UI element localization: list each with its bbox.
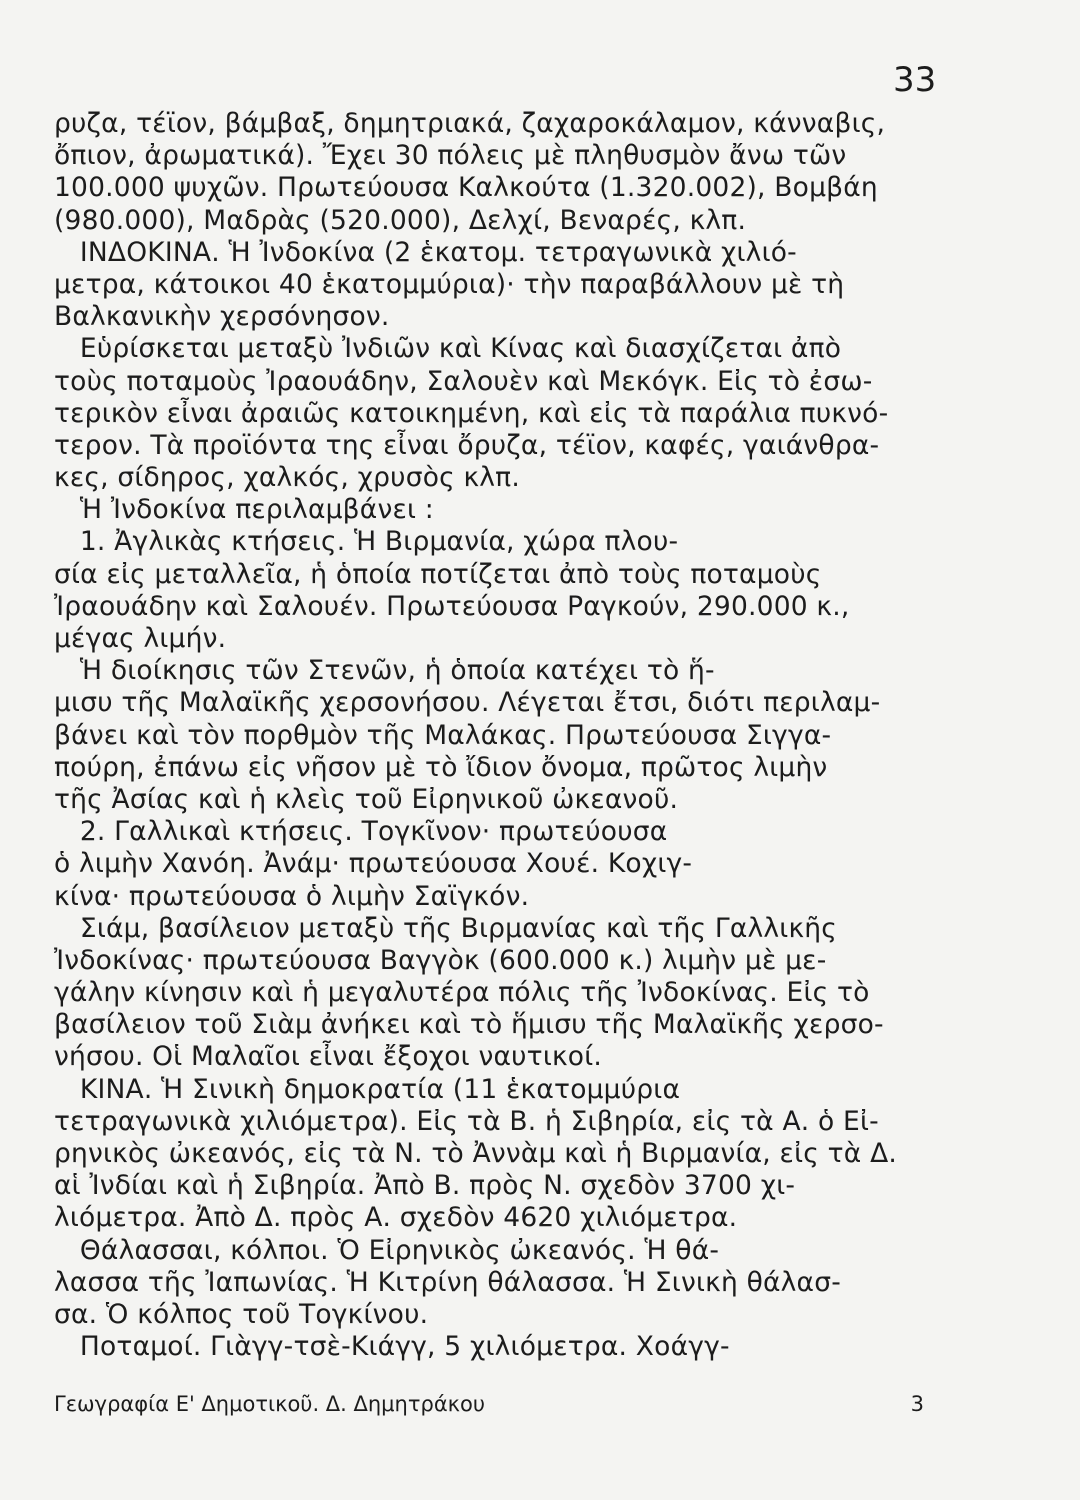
text-line: σία εἰς μεταλλεῖα, ἡ ὁποία ποτίζεται ἀπὸ τοὺς ποταμοὺς <box>54 558 822 590</box>
text-line: 100.000 ψυχῶν. Πρωτεύουσα Καλκούτα (1.320.002), Βομβάη <box>54 172 878 204</box>
text-line: βάνει καὶ τὸν πορθμὸν τῆς Μαλάκας. Πρωτεύουσα Σιγγα- <box>54 719 832 751</box>
text-line: 1. Ἀγλικὰς κτήσεις. Ἡ Βιρμανία, χώρα πλου- <box>54 526 679 558</box>
text-line: βασίλειον τοῦ Σιὰμ ἀνήκει καὶ τὸ ἥμισυ τῆς Μαλαϊκῆς χερσο- <box>54 1009 884 1041</box>
text-line: Σιάμ, βασίλειον μεταξὺ τῆς Βιρμανίας καὶ τῆς Γαλλικῆς <box>54 912 838 944</box>
body-text <box>54 108 954 1363</box>
footer-signature-number: 3 <box>910 1392 924 1416</box>
text-line: Ἡ Ἰνδοκίνα περιλαμβάνει : <box>54 494 434 526</box>
text-line: γάλην κίνησιν καὶ ἡ μεγαλυτέρα πόλις τῆς Ἰνδοκίνας. Εἰς τὸ <box>54 977 870 1009</box>
text-line: Βαλκανικὴν χερσόνησον. <box>54 301 390 333</box>
text-line: Ἰραουάδην καὶ Σαλουέν. Πρωτεύουσα Ραγκούν, 290.000 κ., <box>54 590 850 622</box>
text-line: ρηνικὸς ὠκεανός, εἰς τὰ Ν. τὸ Ἀννὰμ καὶ ἡ Βιρμανία, εἰς τὰ Δ. <box>54 1138 898 1169</box>
text-line: λιόμετρα. Ἀπὸ Δ. πρὸς Α. σχεδὸν 4620 χιλιόμετρα. <box>54 1202 738 1234</box>
text-line: λασσα τῆς Ἰαπωνίας. Ἡ Κιτρίνη θάλασσα. Ἡ Σινικὴ θάλασ- <box>54 1266 841 1298</box>
text-line: κες, σίδηρος, χαλκός, χρυσὸς κλπ. <box>54 462 520 494</box>
text-line: τῆς Ἀσίας καὶ ἡ κλεὶς τοῦ Εἰρηνικοῦ ὠκεανοῦ. <box>54 783 679 815</box>
text-line: σα. Ὁ κόλπος τοῦ Τογκίνου. <box>54 1298 429 1330</box>
text-line: ρυζα, τέϊον, βάμβαξ, δημητριακά, ζαχαροκάλαμον, κάνναβις, <box>54 108 886 139</box>
text-line: μισυ τῆς Μαλαϊκῆς χερσονήσου. Λέγεται ἔτσι, διότι περιλαμ- <box>54 687 881 719</box>
page-footer <box>54 1392 924 1416</box>
text-line: κίνα· πρωτεύουσα ὁ λιμὴν Σαϊγκόν. <box>54 880 530 912</box>
text-line: αἱ Ἰνδίαι καὶ ἡ Σιβηρία. Ἀπὸ Β. πρὸς Ν. σχεδὸν 3700 χι- <box>54 1170 796 1202</box>
text-line: μετρα, κάτοικοι 40 ἑκατομμύρια)· τὴν παραβάλλουν μὲ τὴ <box>54 268 845 300</box>
text-line: (980.000), Μαδρὰς (520.000), Δελχί, Βεναρές, κλπ. <box>54 204 747 236</box>
text-line: Εὑρίσκεται μεταξὺ Ἰνδιῶν καὶ Κίνας καὶ διασχίζεται ἀπὸ <box>54 333 842 365</box>
text-line: τερικὸν εἶναι ἀραιῶς κατοικημένη, καὶ εἰς τὰ παράλια πυκνό- <box>54 397 889 429</box>
text-line: ὄπιον, ἀρωματικά). Ἔχει 30 πόλεις μὲ πληθυσμὸν ἄνω τῶν <box>54 140 847 172</box>
text-line: τετραγωνικὰ χιλιόμετρα). Εἰς τὰ Β. ἡ Σιβηρία, εἰς τὰ Α. ὁ Εἰ- <box>54 1105 879 1137</box>
text-line: ΙΝΔΟΚΙΝΑ. Ἡ Ἰνδοκίνα (2 ἑκατομ. τετραγωνικὰ χιλιό- <box>54 236 797 268</box>
text-line: Ἡ διοίκησις τῶν Στενῶν, ἡ ὁποία κατέχει τὸ ἥ- <box>54 655 715 687</box>
text-line: τοὺς ποταμοὺς Ἰραουάδην, Σαλουὲν καὶ Μεκόγκ. Εἰς τὸ ἐσω- <box>54 365 873 397</box>
text-line: Ποταμοί. Γιὰγγ-τσὲ-Κιάγγ, 5 χιλιόμετρα. Χοάγγ- <box>54 1331 730 1363</box>
text-line: μέγας λιμήν. <box>54 623 227 654</box>
footer-book-title: Γεωγραφία Ε' Δημοτικοῦ. Δ. Δημητράκου <box>54 1392 486 1416</box>
text-line: Ἰνδοκίνας· πρωτεύουσα Βαγγὸκ (600.000 κ.) λιμὴν μὲ με- <box>54 944 827 976</box>
text-line: 2. Γαλλικαὶ κτήσεις. Τογκῖνον· πρωτεύουσα <box>54 816 668 848</box>
page-number: 33 <box>893 60 937 100</box>
text-line: ὁ λιμὴν Χανόη. Ἀνάμ· πρωτεύουσα Χουέ. Κοχιγ- <box>54 848 693 880</box>
text-line: ΚΙΝΑ. Ἡ Σινικὴ δημοκρατία (11 ἑκατομμύρια <box>54 1073 681 1105</box>
text-line: Θάλασσαι, κόλποι. Ὁ Εἰρηνικὸς ὠκεανός. Ἡ θά- <box>54 1234 720 1266</box>
text-line: νήσου. Οἱ Μαλαῖοι εἶναι ἔξοχοι ναυτικοί. <box>54 1041 603 1073</box>
text-line: τερον. Τὰ προϊόντα της εἶναι ὄρυζα, τέϊον, καφές, γαιάνθρα- <box>54 429 880 461</box>
text-line: πούρη, ἐπάνω εἰς νῆσον μὲ τὸ ἴδιον ὄνομα, πρῶτος λιμὴν <box>54 751 828 783</box>
